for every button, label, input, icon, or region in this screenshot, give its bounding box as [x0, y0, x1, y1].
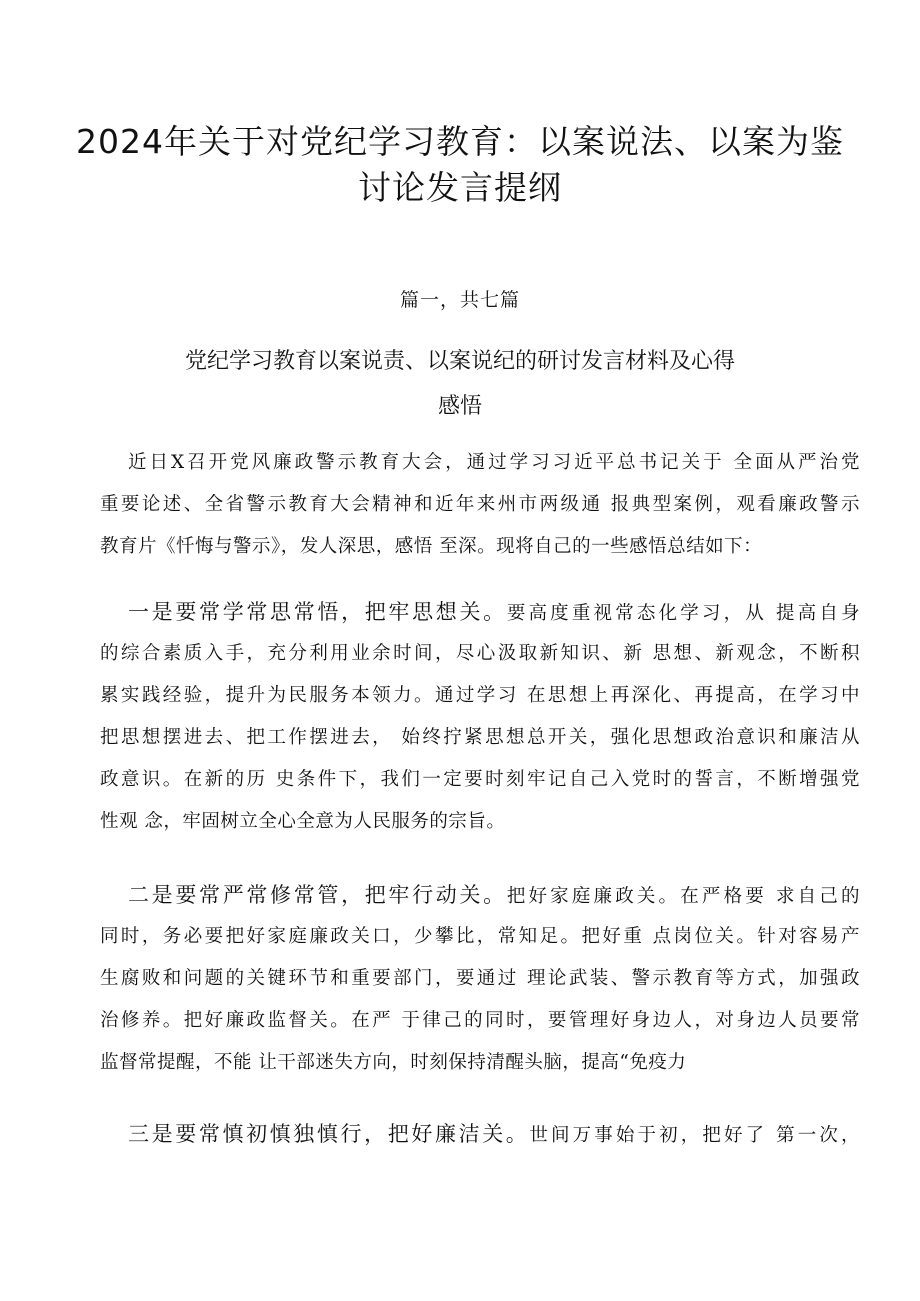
- point2-line: 生腐败和问题的关键环节和重要部门，要通过 理论武装、警示教育等方式，加强政: [100, 968, 860, 989]
- subtitle-line2: 感悟: [437, 394, 482, 419]
- intro-line: 近日X召开党风廉政警示教育大会，通过学习习近平总书记关于 全面从严治党: [128, 452, 860, 473]
- point2-first-line: [100, 874, 860, 916]
- point1-first-rest: 要高度重视常态化学习，从 提高自身: [506, 603, 860, 624]
- point3-first-line: [100, 1113, 860, 1155]
- point1-line: 累实践经验，提升为民服务本领力。通过学习 在思想上再深化、再提高，在学习中: [100, 685, 860, 706]
- point2-line: 监督常提醒，不能 让干部迷失方向，时刻保持清醒头脑，提高“免疫力: [100, 1052, 687, 1073]
- point2-line: 同时，务必要把好家庭廉政关口，少攀比，常知足。把好重 点岗位关。针对容易产: [100, 926, 860, 947]
- point3-paragraph: [100, 1113, 860, 1155]
- point2-heading: 二是要常严常修常管，把牢行动关。: [128, 883, 507, 907]
- point1-line: 政意识。在新的历 史条件下，我们一定要时刻牢记自己入党时的誓言，不断增强党: [100, 769, 860, 790]
- intro-line: 教育片《忏悔与警示》，发人深思，感悟 至深。现将自己的一些感悟总结如下：: [100, 536, 763, 557]
- point1-paragraph: [100, 591, 860, 843]
- point1-heading: 一是要常学常思常悟，把牢思想关。: [128, 600, 507, 624]
- subtitle-line1: 党纪学习教育以案说责、以案说纪的研讨发言材料及心得: [184, 349, 735, 374]
- point1-line: 把思想摆进去、把工作摆进去， 始终拧紧思想总开关，强化思想政治意识和廉洁从: [100, 727, 860, 748]
- point1-first-line: [100, 591, 860, 633]
- point3-first-rest: 世间万事始于初，把好了 第一次，: [529, 1125, 860, 1146]
- point1-line: 性观 念，牢固树立全心全意为人民服务的宗旨。: [100, 811, 506, 832]
- section-label: 篇一，共七篇: [399, 289, 520, 311]
- point2-paragraph: [100, 874, 860, 1084]
- point2-line: 治修养。把好廉政监督关。在严 于律己的同时，要管理好身边人，对身边人员要常: [100, 1010, 860, 1031]
- point3-heading: 三是要常慎初慎独慎行，把好廉洁关。: [128, 1122, 530, 1146]
- intro-line: 重要论述、全省警示教育大会精神和近年来州市两级通 报典型案例，观看廉政警示: [100, 494, 860, 515]
- intro-paragraph: [100, 442, 860, 568]
- point2-first-rest: 把好家庭廉政关。在严格要 求自己的: [506, 886, 860, 907]
- document-title-line2: 讨论发言提纲: [358, 168, 562, 207]
- document-title-line1: 2024年关于对党纪学习教育：以案说法、以案为鉴: [76, 122, 844, 161]
- point1-line: 的综合素质入手，充分利用业余时间，尽心汲取新知识、新 思想、新观念，不断积: [100, 643, 860, 664]
